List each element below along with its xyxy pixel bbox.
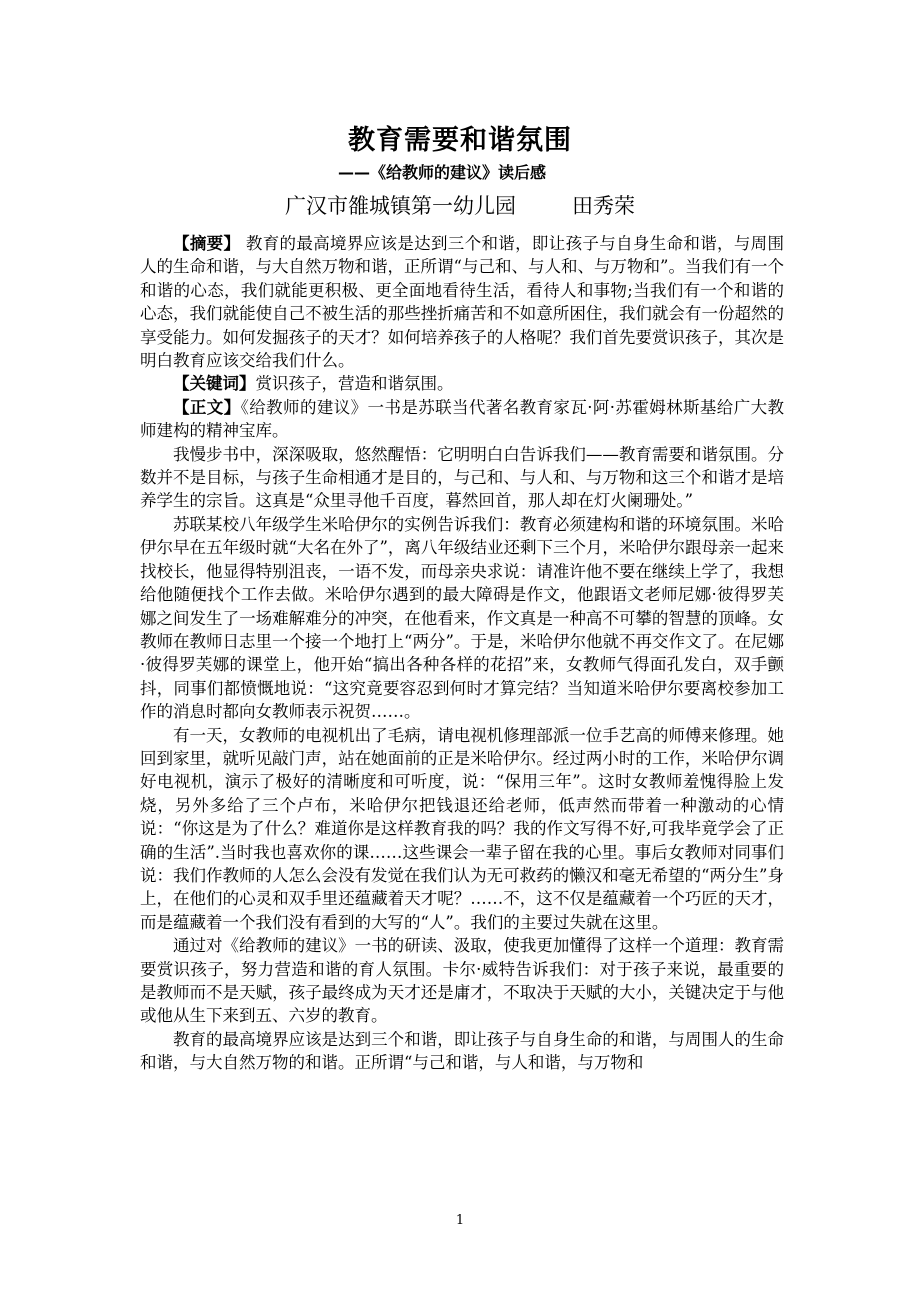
body-paragraph: 苏联某校八年级学生米哈伊尔的实例告诉我们：教育必须建构和谐的环境氛围。米哈伊尔早在五年级时就“大名在外了”，离八年级结业还剩下三个月，米哈伊尔跟母亲一起来找校长，他显得特别沮丧，一语不发，而母亲央求说：请准许他不要在继续上学了，我想给他随便找个工作去做。米哈伊尔遇到的最大障碍是作文，他跟语文老师尼娜·彼得罗芙娜之间发生了一场难解难分的冲突，在他看来，作文真是一种高不可攀的智慧的顶峰。女教师在教师日志里一个接一个地打上“两分”。于是，米哈伊尔他就不再交作文了。在尼娜·彼得罗芙娜的课堂上，他开始“搞出各种各样的花招”来，女教师气得面孔发白，双手颤抖，同事们都愤慨地说：“这究竟要容忍到何时才算完结？当知道米哈伊尔要离校参加工作的消息时都向女教师表示祝贺……。: [140, 514, 784, 722]
page-number: 1: [455, 1213, 465, 1228]
keywords-text: 赏识孩子，营造和谐氛围。: [255, 374, 454, 394]
body-paragraph: 通过对《给教师的建议》一书的研读、汲取，使我更加懂得了这样一个道理：教育需要赏识孩子，努力营造和谐的育人氛围。卡尔·威特告诉我们：对于孩子来说，最重要的是教师而不是天赋，孩子最终成为天才还是庸才，不取决于天赋的大小，关键决定于与他或他从生下来到五、六岁的教育。: [140, 936, 784, 1026]
abstract-label: 【摘要】: [173, 234, 241, 253]
keywords-paragraph: [140, 372, 784, 395]
abstract-text: 教育的最高境界应该是达到三个和谐，即让孩子与自身生命和谐，与周围人的生命和谐，与大自然万物和谐，正所谓“与己和、与人和、与万物和”。当我们有一个和谐的心态，我们就能更积极、更全面地看待生活，看待人和事物;当我们有一个和谐的心态，我们就能使自己不被生活的那些挫折痛苦和不如意所困住，我们就会有一份超然的享受能力。如何发掘孩子的天才？如何培养孩子的人格呢？我们首先要赏识孩子，其次是明白教育应该交给我们什么。: [140, 234, 785, 371]
author-line: [0, 190, 920, 220]
document-subtitle: ——《给教师的建议》读后感: [338, 163, 547, 182]
document-body: [140, 232, 784, 1075]
body-intro-text: 《给教师的建议》一书是苏联当代著名教育家瓦·阿·苏霍姆林斯基给广大教师建构的精神宝库。: [140, 397, 785, 441]
body-paragraph: 教育的最高境界应该是达到三个和谐，即让孩子与自身生命的和谐，与周围人的生命和谐，与大自然万物的和谐。正所谓“与己和谐，与人和谐，与万物和: [140, 1029, 784, 1073]
body-paragraph: 有一天，女教师的电视机出了毛病，请电视机修理部派一位手艺高的师傅来修理。她回到家里，就听见敲门声，站在她面前的正是米哈伊尔。经过两小时的工作，米哈伊尔调好电视机，演示了极好的清晰度和可听度，说：“保用三年”。这时女教师羞愧得脸上发烧，另外多给了三个卢布，米哈伊尔把钱退还给老师，低声然而带着一种激动的心情说：“你这是为了什么？难道你是这样教育我的吗？我的作文写得不好,可我毕竟学会了正确的生活”.当时我也喜欢你的课……这些课会一辈子留在我的心里。事后女教师对同事们说：我们作教师的人怎么会没有发觉在我们认为无可救药的懒汉和毫无希望的“两分生”身上，在他们的心灵和双手里还蕴藏着天才呢？……不，这不仅是蕴藏着一个巧匠的天才，而是蕴藏着一个我们没有看到的大写的“人”。我们的主要过失就在这里。: [140, 725, 784, 932]
body-label: 【正文】: [173, 397, 241, 417]
body-intro-paragraph: [140, 396, 784, 443]
keywords-label: 【关键词】: [173, 374, 256, 394]
author-name: 田秀荣: [572, 194, 635, 218]
author-organization: 广汉市雒城镇第一幼儿园: [285, 194, 516, 218]
body-paragraph: 我慢步书中，深深吸取，悠然醒悟：它明明白白告诉我们——教育需要和谐氛围。分数并不是目标，与孩子生命相通才是目的，与己和、与人和、与万物和这三个和谐才是培养学生的宗旨。这真是“众里寻他千百度，暮然回首，那人却在灯火阑珊处。”: [140, 444, 784, 511]
abstract-paragraph: [140, 232, 784, 372]
document-title: 教育需要和谐氛围: [348, 125, 572, 156]
